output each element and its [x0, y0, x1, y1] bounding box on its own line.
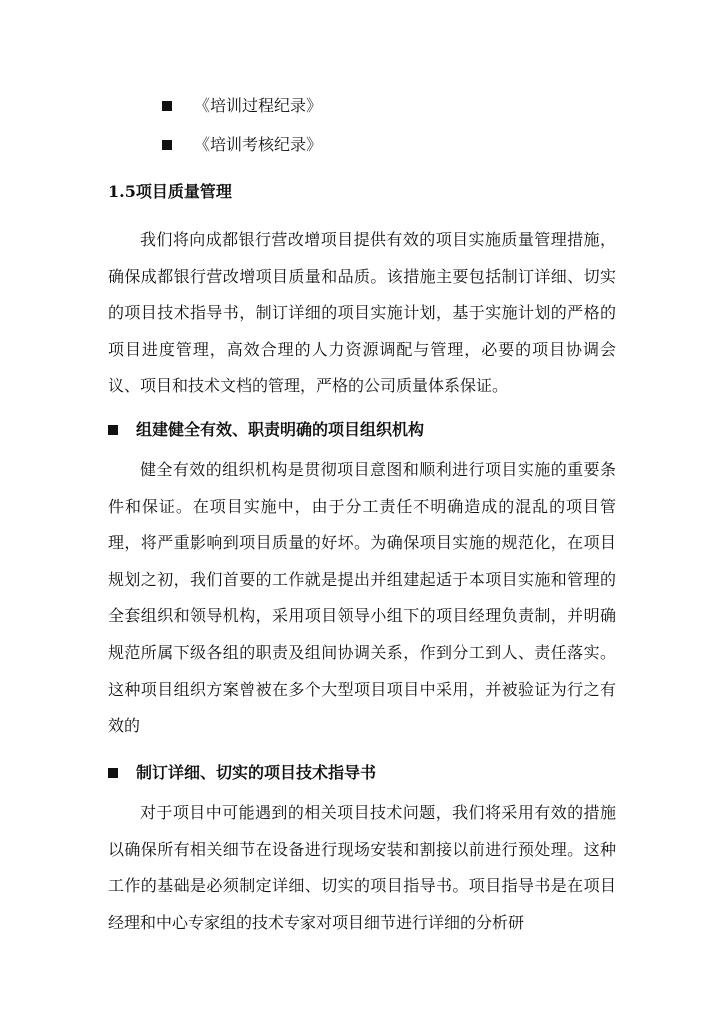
subheading-label: 组建健全有效、职责明确的项目组织机构	[136, 420, 425, 439]
square-bullet-icon	[162, 140, 172, 150]
section-title: 1.5项目质量管理	[108, 182, 232, 201]
square-bullet-icon	[108, 425, 118, 435]
list-item-label: 《培训过程纪录》	[194, 96, 323, 115]
list-item-training-assessment	[162, 131, 322, 159]
technical-guide-paragraph: 对于项目中可能遇到的相关项目技术问题，我们将采用有效的措施以确保所有相关细节在设备进行现场安装和割接以前进行预处理。这种工作的基础是必须制定详细、切实的项目指导书。项目指导书是在项目经理和中心专家组的技术专家对项目细节进行详细的分析研	[108, 803, 616, 932]
subheading-technical-guide	[108, 759, 376, 787]
subheading-organization	[108, 416, 424, 444]
subheading-label: 制订详细、切实的项目技术指导书	[136, 763, 377, 782]
section-intro-paragraph: 我们将向成都银行营改增项目提供有效的项目实施质量管理措施，确保成都银行营改增项目质量和品质。该措施主要包括制订详细、切实的项目技术指导书，制订详细的项目实施计划，基于实施计划的严格的项目进度管理，高效合理的人力资源调配与管理，必要的项目协调会议、项目和技术文档的管理，严格的公司质量体系保证。	[108, 230, 616, 396]
list-item-label: 《培训考核纪录》	[194, 135, 323, 154]
organization-paragraph: 健全有效的组织机构是贯彻项目意图和顺利进行项目实施的重要条件和保证。在项目实施中，由于分工责任不明确造成的混乱的项目管理，将严重影响到项目质量的好坏。为确保项目实施的规范化，在项目规划之初，我们首要的工作就是提出并组建起适于本项目实施和管理的全套组织和领导机构，采用项目领导小组下的项目经理负责制，并明确规范所属下级各组的职责及组间协调关系，作到分工到人、责任落实。这种项目组织方案曾被在多个大型项目项目中采用，并被验证为行之有效的	[108, 460, 616, 736]
square-bullet-icon	[162, 101, 172, 111]
list-item-training-process	[162, 92, 322, 120]
square-bullet-icon	[108, 768, 118, 778]
